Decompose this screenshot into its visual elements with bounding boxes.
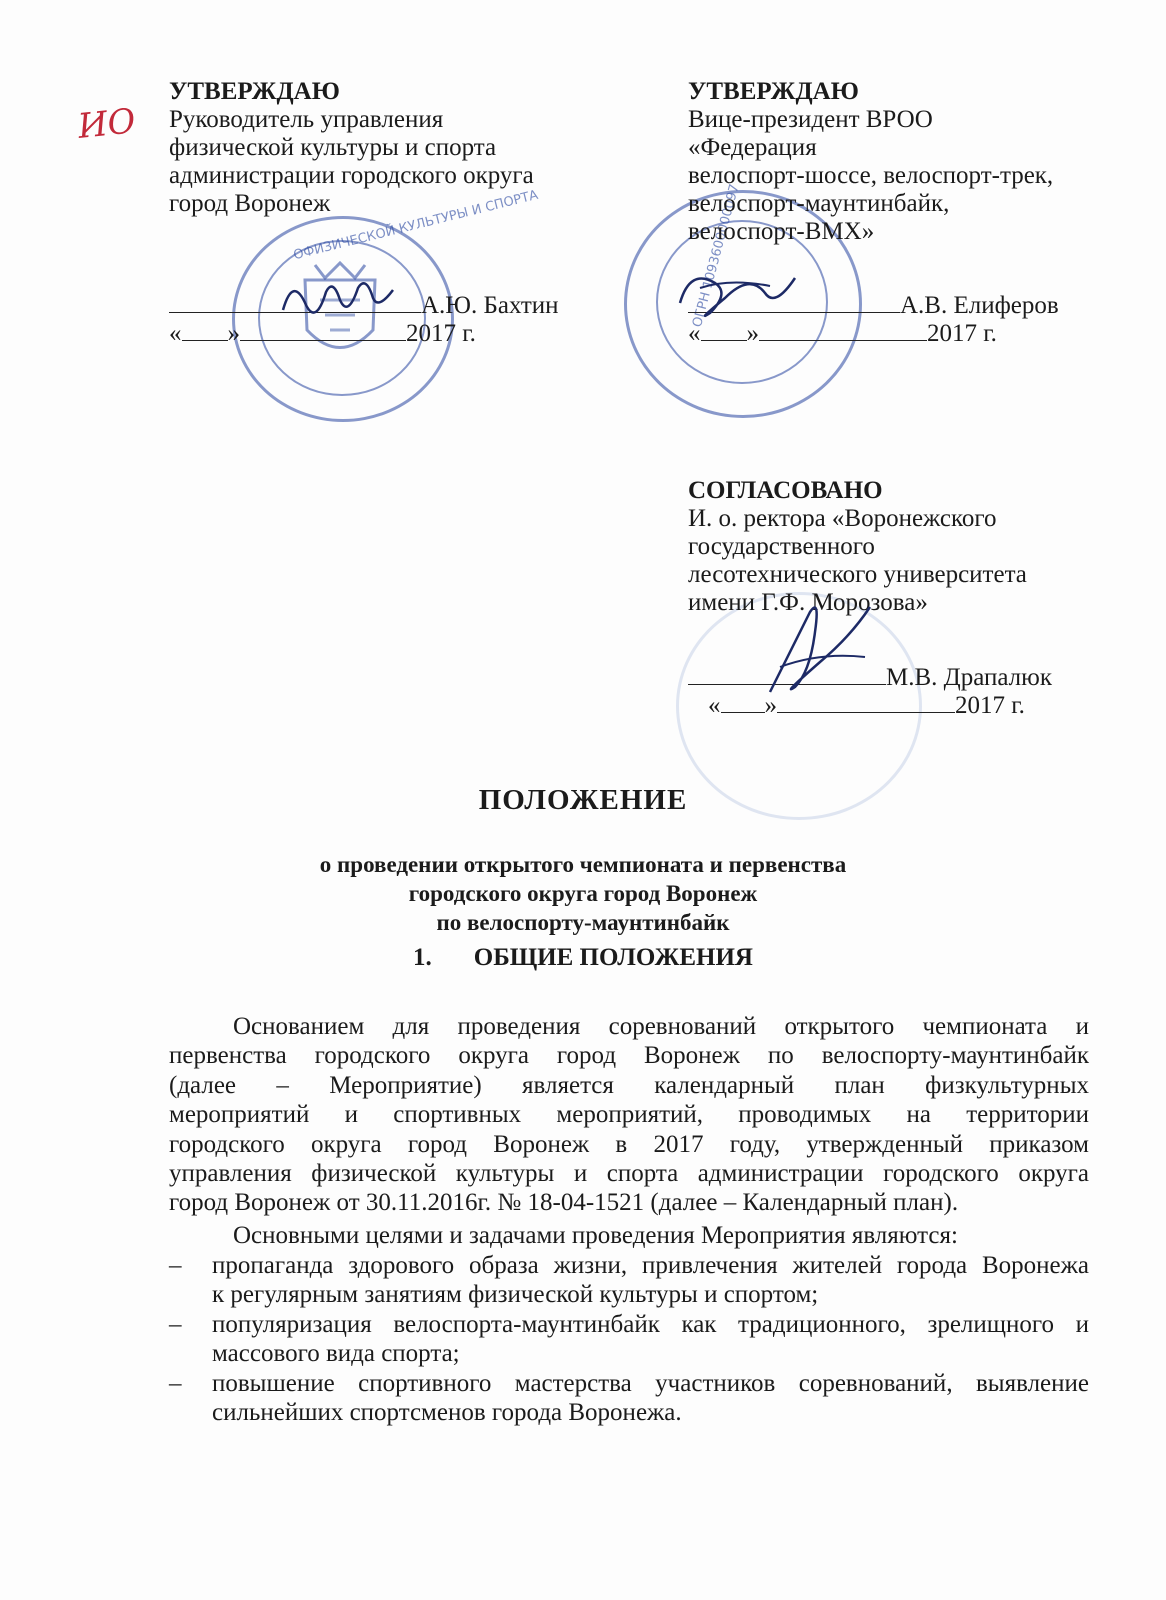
paragraph-line: (далее – Мероприятие) является календарный план физкультурных — [169, 1071, 1089, 1099]
agreement-heading: СОГЛАСОВАНО — [688, 477, 883, 504]
list-item-line: повышение спортивного мастерства участников соревнований, выявление — [212, 1369, 1089, 1397]
signature-agreement-icon — [750, 592, 880, 702]
list-item — [169, 1369, 1089, 1428]
list-item-line: сильнейших спортсменов города Воронежа. — [212, 1399, 682, 1427]
paragraph-goals — [169, 1221, 1089, 1250]
agreement-line: имени Г.Ф. Морозова» — [688, 589, 928, 616]
approval-left-line: физической культуры и спорта — [169, 134, 497, 161]
bullet-marker: – — [169, 1310, 182, 1338]
margin-note: ИО — [76, 101, 138, 147]
signature-right-icon — [670, 258, 800, 328]
approval-right — [688, 78, 1118, 246]
approval-left-line: Руководитель управления — [169, 106, 444, 133]
list-item-line: к регулярным занятиям физической культуры и спортом; — [212, 1281, 819, 1309]
paragraph-line: мероприятий и спортивных мероприятий, проводимых на территории — [169, 1101, 1089, 1129]
goals-list — [169, 1251, 1089, 1427]
subtitle-line: по велоспорту-маунтинбайк — [436, 910, 730, 935]
date-day-line — [182, 318, 228, 341]
paragraph-line: управления физической культуры и спорта администрации городского округа — [169, 1160, 1089, 1188]
approval-left-signer: А.Ю. Бахтин — [421, 292, 559, 319]
agreement-line: лесотехнического университета — [688, 561, 1027, 588]
left-seal-text: ОФИЗИЧЕСКОЙ КУЛЬТУРЫ И СПОРТА — [291, 187, 540, 264]
right-seal-text: ОГРН 1093600000097 — [690, 182, 743, 329]
approval-left-line: администрации городского округа — [169, 162, 534, 189]
document-subtitle — [0, 850, 1166, 937]
approval-right-line: велоспорт-шоссе, велоспорт-трек, — [688, 162, 1054, 189]
bullet-marker: – — [169, 1369, 182, 1397]
list-item-line: популяризация велоспорта-маунтинбайк как традиционного, зрелищного и — [212, 1310, 1089, 1338]
subtitle-line: о проведении открытого чемпионата и первенства — [319, 852, 847, 877]
approval-right-year: 2017 г. — [927, 320, 997, 347]
agreement-signer: М.В. Драпалюк — [886, 664, 1052, 691]
agreement-line: И. о. ректора «Воронежского — [688, 505, 997, 532]
approval-left-line: город Воронеж — [169, 190, 331, 217]
list-item — [169, 1310, 1089, 1369]
agreement-year: 2017 г. — [955, 692, 1025, 719]
paragraph-line: город Воронеж от 30.11.2016г. № 18-04-1521 (далее – Календарный план). — [169, 1189, 959, 1217]
date-quote-close: » — [746, 320, 759, 347]
paragraph-line: Основанием для проведения соревнований открытого чемпионата и — [233, 1013, 1089, 1040]
date-quote-open: « — [169, 320, 182, 347]
list-item-line: пропаганда здорового образа жизни, привлечения жителей города Воронежа — [212, 1252, 1089, 1279]
section-heading — [0, 944, 1166, 972]
paragraph-line: Основными целями и задачами проведения Мероприятия являются: — [233, 1222, 958, 1249]
document-title: ПОЛОЖЕНИЕ — [478, 784, 688, 816]
date-quote-close: » — [227, 320, 240, 347]
approval-right-line: велоспорт-маунтинбайк, — [688, 190, 950, 217]
paragraph-basis — [169, 1012, 1089, 1218]
paragraph-line: первенства городского округа город Воронеж по велоспорту-маунтинбайк — [169, 1042, 1089, 1070]
date-quote-open: « — [688, 320, 701, 347]
approval-right-line: велоспорт-ВМХ» — [688, 218, 875, 245]
list-item-line: массового вида спорта; — [212, 1340, 460, 1368]
subtitle-line: городского округа город Воронеж — [408, 881, 758, 906]
approval-right-line: «Федерация — [688, 134, 817, 161]
signature-left-icon — [278, 270, 398, 330]
section-number: 1. — [413, 944, 432, 971]
bullet-marker: – — [169, 1252, 182, 1279]
paragraph-line: городского округа город Воронеж в 2017 году, утвержденный приказом — [169, 1130, 1089, 1158]
date-quote-open: « — [708, 692, 721, 719]
approval-right-line: Вице-президент ВРОО — [688, 106, 933, 133]
approval-left-year: 2017 г. — [406, 320, 476, 347]
section-title: ОБЩИЕ ПОЛОЖЕНИЯ — [473, 944, 753, 971]
approval-left-heading: УТВЕРЖДАЮ — [169, 78, 340, 105]
approval-right-heading: УТВЕРЖДАЮ — [688, 78, 859, 105]
date-quote-close: » — [764, 692, 777, 719]
list-item — [169, 1251, 1089, 1310]
approval-right-signer: А.В. Елиферов — [900, 292, 1059, 319]
approval-left — [169, 78, 589, 218]
agreement-line: государственного — [688, 533, 875, 560]
